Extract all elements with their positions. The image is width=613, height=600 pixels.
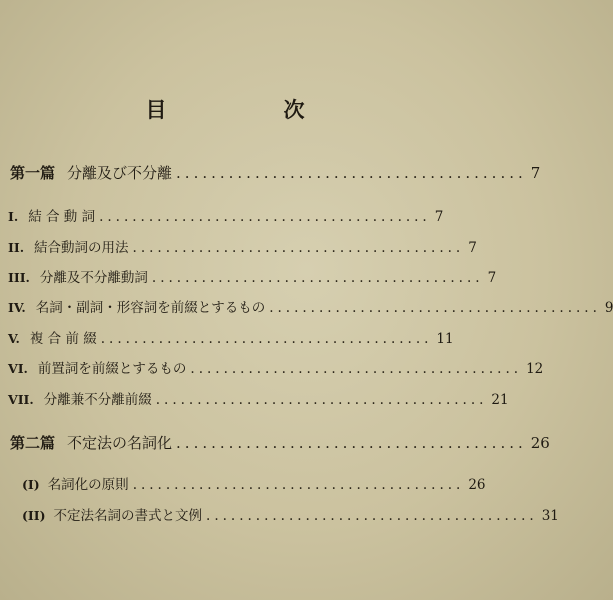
- item-title: 名詞化の原則: [47, 477, 129, 493]
- page-number: 12: [526, 361, 544, 377]
- page-number: 26: [468, 477, 486, 493]
- page-number: 9: [604, 300, 613, 316]
- item-number: III.: [8, 270, 30, 285]
- item-title: 複 合 前 綴: [29, 331, 97, 347]
- item-title: 結 合 動 詞: [28, 209, 96, 225]
- toc-item: [8, 327, 454, 347]
- item-title: 分離及不分離動詞: [39, 270, 148, 286]
- leader-dots: ........................................: [151, 270, 484, 286]
- page-number: 7: [468, 240, 477, 256]
- toc-item: [8, 296, 613, 316]
- toc-item: [8, 236, 477, 256]
- item-number: V.: [8, 331, 20, 346]
- leader-dots: ........................................: [176, 434, 527, 452]
- page-number: 26: [530, 434, 550, 452]
- leader-dots: ........................................: [190, 361, 523, 377]
- item-number: I.: [8, 209, 19, 224]
- toc-item: [22, 504, 559, 524]
- leader-dots: ........................................: [176, 164, 527, 182]
- item-title: 前置詞を前綴とするもの: [37, 361, 187, 377]
- toc-item: [8, 205, 444, 225]
- toc-title: 目 次: [145, 97, 353, 122]
- toc-item: [8, 388, 509, 408]
- page-number: 11: [436, 331, 454, 347]
- item-number: VI.: [8, 361, 28, 376]
- item-title: 不定法名詞の書式と文例: [53, 508, 203, 524]
- item-number: II.: [8, 240, 25, 255]
- page-number: 7: [487, 270, 497, 286]
- toc-item: [8, 266, 497, 286]
- toc-part-1: [10, 162, 541, 183]
- leader-dots: ........................................: [132, 477, 465, 493]
- item-number: IV.: [8, 300, 26, 315]
- item-title: 名詞・副詞・形容詞を前綴とするもの: [35, 300, 266, 316]
- leader-dots: ........................................: [99, 209, 431, 225]
- page-number: 7: [434, 209, 444, 225]
- part-title: 分離及び不分離: [67, 164, 173, 182]
- toc-part-2: [10, 432, 550, 453]
- item-number: (II): [22, 508, 46, 523]
- leader-dots: ........................................: [155, 392, 488, 408]
- part-title: 不定法の名詞化: [67, 434, 173, 452]
- item-number: (I): [22, 477, 40, 492]
- leader-dots: ........................................: [206, 508, 538, 524]
- part-number: 第二篇: [10, 434, 56, 452]
- leader-dots: ........................................: [132, 240, 465, 256]
- part-number: 第一篇: [10, 164, 56, 182]
- page-number: 7: [530, 164, 541, 182]
- page-number: 21: [491, 392, 509, 408]
- leader-dots: ........................................: [269, 300, 601, 316]
- item-title: 結合動詞の用法: [34, 240, 129, 256]
- page-number: 31: [541, 508, 559, 524]
- item-number: VII.: [8, 392, 34, 407]
- toc-item: [22, 473, 486, 493]
- item-title: 分離兼不分離前綴: [43, 392, 152, 408]
- leader-dots: ........................................: [100, 331, 433, 347]
- toc-item: [8, 357, 544, 377]
